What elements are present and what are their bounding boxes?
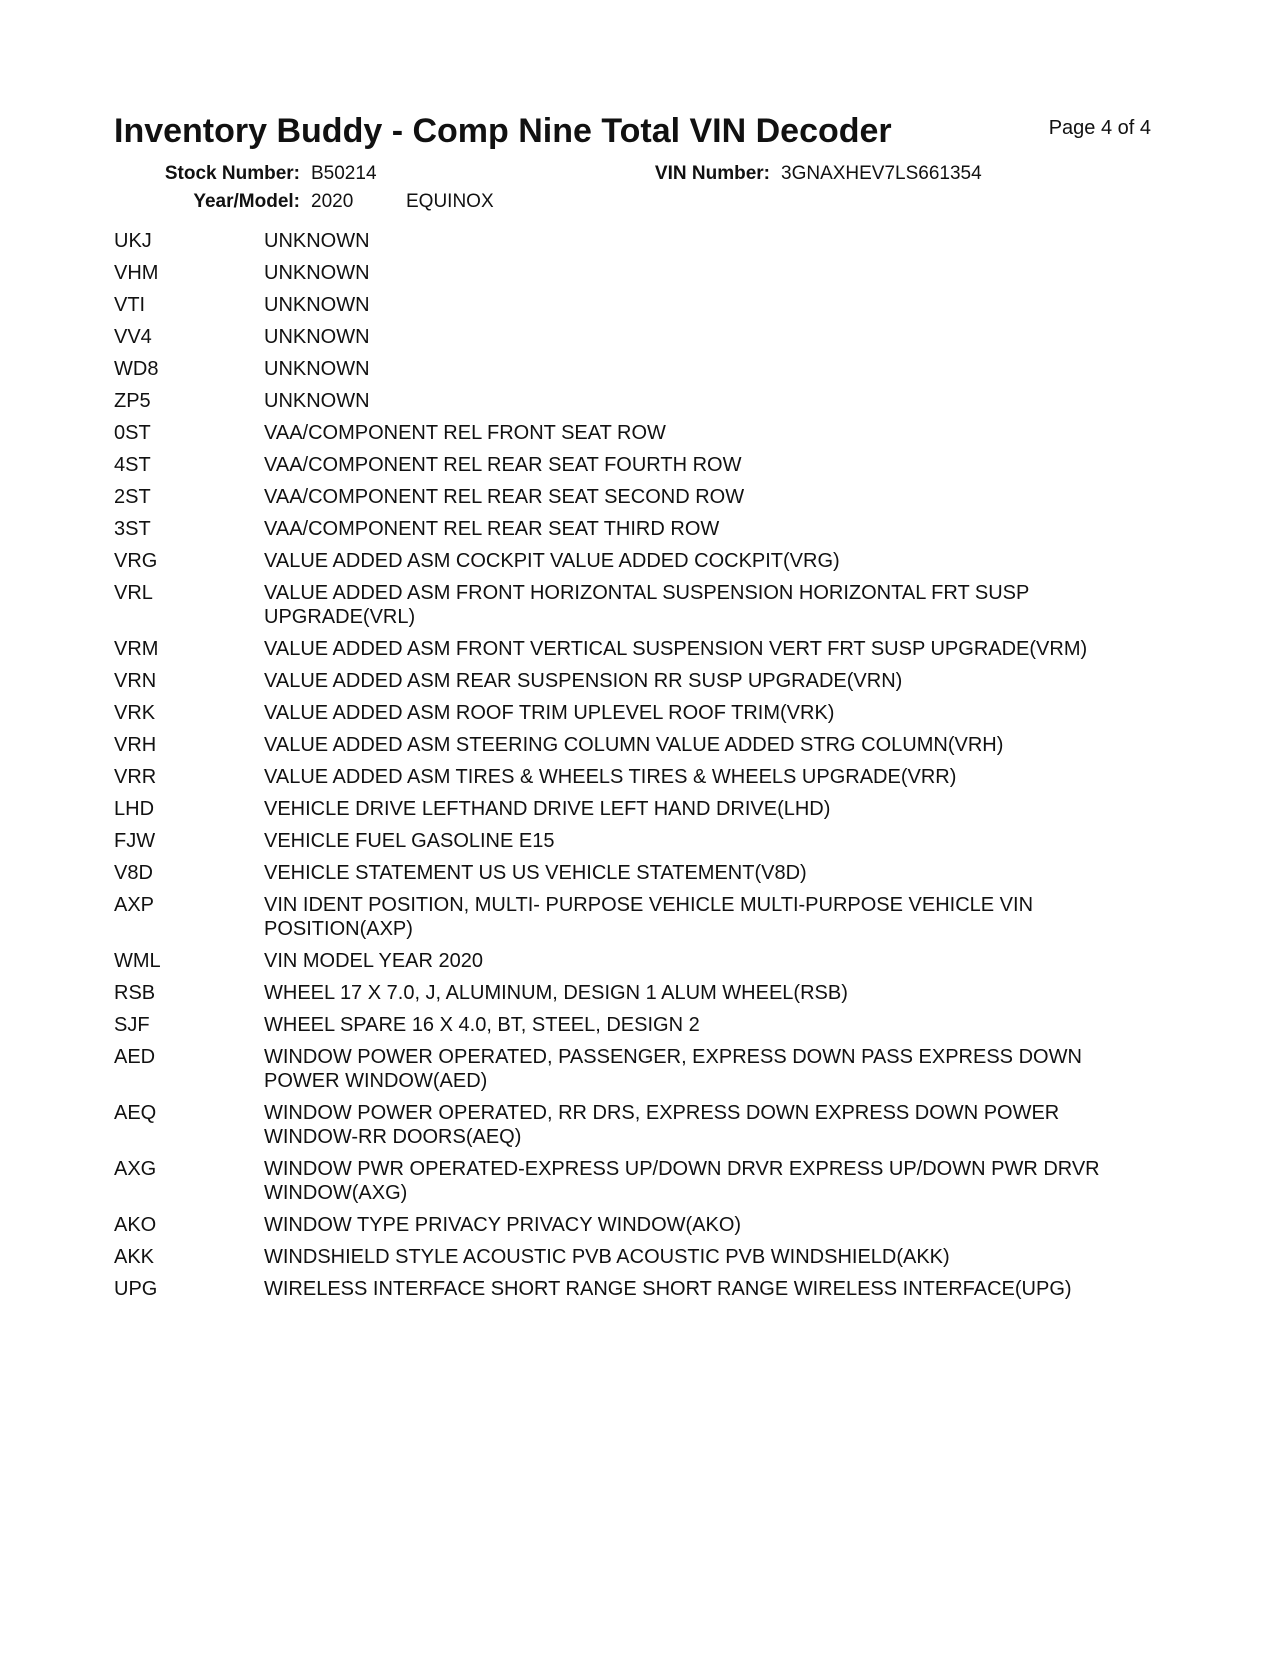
option-description: VAA/COMPONENT REL REAR SEAT THIRD ROW	[264, 518, 720, 540]
option-row	[114, 485, 1154, 509]
option-code: AKK	[114, 1246, 155, 1268]
option-description: VAA/COMPONENT REL REAR SEAT FOURTH ROW	[264, 454, 742, 476]
option-description: UNKNOWN	[264, 358, 370, 380]
option-code: VTI	[114, 294, 146, 316]
option-row	[114, 765, 1154, 789]
option-code: VRM	[114, 638, 159, 660]
option-row	[114, 549, 1154, 573]
option-row	[114, 1213, 1154, 1237]
option-code: VRK	[114, 702, 156, 724]
option-code: VRL	[114, 582, 153, 604]
option-row	[114, 389, 1154, 413]
option-row	[114, 637, 1154, 661]
option-code: VRH	[114, 734, 157, 756]
option-row	[114, 1245, 1154, 1269]
option-description: WHEEL 17 X 7.0, J, ALUMINUM, DESIGN 1 ALUM WHEEL(RSB)	[264, 982, 848, 1004]
stock-number-label: Stock Number:	[164, 163, 300, 184]
option-row	[114, 261, 1154, 285]
option-row	[114, 861, 1154, 885]
option-row	[114, 1277, 1154, 1301]
option-row	[114, 1101, 1154, 1149]
option-description: VEHICLE STATEMENT US US VEHICLE STATEMENT(V8D)	[264, 862, 807, 884]
option-row	[114, 357, 1154, 381]
option-code: SJF	[114, 1014, 150, 1036]
option-code: VHM	[114, 262, 159, 284]
option-row	[114, 325, 1154, 349]
option-code: ZP5	[114, 390, 151, 412]
option-row	[114, 453, 1154, 477]
option-row	[114, 1157, 1154, 1205]
option-code: 3ST	[114, 518, 151, 540]
option-code: UKJ	[114, 230, 152, 252]
option-row	[114, 829, 1154, 853]
option-code: V8D	[114, 862, 153, 884]
option-description: WINDOW POWER OPERATED, PASSENGER, EXPRESS DOWN PASS EXPRESS DOWN POWER WINDOW(AED)	[264, 1046, 1082, 1092]
option-code: LHD	[114, 798, 155, 820]
option-description: VIN MODEL YEAR 2020	[264, 950, 483, 972]
option-row	[114, 517, 1154, 541]
option-code: RSB	[114, 982, 156, 1004]
option-code-list	[114, 229, 1154, 1309]
model-value: EQUINOX	[406, 191, 494, 212]
option-row	[114, 581, 1154, 629]
option-row	[114, 893, 1154, 941]
option-code: AXG	[114, 1158, 157, 1180]
option-description: VALUE ADDED ASM FRONT VERTICAL SUSPENSION VERT FRT SUSP UPGRADE(VRM)	[264, 638, 1088, 660]
option-description: WINDOW POWER OPERATED, RR DRS, EXPRESS DOWN EXPRESS DOWN POWER WINDOW-RR DOORS(AEQ)	[264, 1102, 1060, 1148]
option-description: WHEEL SPARE 16 X 4.0, BT, STEEL, DESIGN 2	[264, 1014, 700, 1036]
option-description: VALUE ADDED ASM STEERING COLUMN VALUE ADDED STRG COLUMN(VRH)	[264, 734, 1004, 756]
option-description: VEHICLE FUEL GASOLINE E15	[264, 830, 555, 852]
option-code: WD8	[114, 358, 159, 380]
option-row	[114, 981, 1154, 1005]
option-row	[114, 293, 1154, 317]
option-description: UNKNOWN	[264, 294, 370, 316]
option-row	[114, 701, 1154, 725]
option-code: VRR	[114, 766, 157, 788]
year-value: 2020	[311, 191, 354, 212]
option-code: AED	[114, 1046, 156, 1068]
option-description: UNKNOWN	[264, 262, 370, 284]
option-row	[114, 733, 1154, 757]
option-row	[114, 229, 1154, 253]
option-code: VRN	[114, 670, 157, 692]
option-description: VAA/COMPONENT REL REAR SEAT SECOND ROW	[264, 486, 745, 508]
option-code: 0ST	[114, 422, 151, 444]
option-description: UNKNOWN	[264, 326, 370, 348]
stock-number-value: B50214	[311, 163, 377, 184]
option-description: VIN IDENT POSITION, MULTI- PURPOSE VEHICLE MULTI-PURPOSE VEHICLE VIN POSITION(AXP)	[264, 894, 1034, 940]
option-description: VEHICLE DRIVE LEFTHAND DRIVE LEFT HAND DRIVE(LHD)	[264, 798, 831, 820]
vin-number-value: 3GNAXHEV7LS661354	[781, 163, 982, 184]
option-description: VALUE ADDED ASM COCKPIT VALUE ADDED COCKPIT(VRG)	[264, 550, 840, 572]
page-number: Page 4 of 4	[1048, 117, 1151, 139]
year-model-label: Year/Model:	[193, 191, 300, 212]
option-description: VALUE ADDED ASM FRONT HORIZONTAL SUSPENSION HORIZONTAL FRT SUSP UPGRADE(VRL)	[264, 582, 1029, 628]
option-row	[114, 797, 1154, 821]
option-description: WINDOW TYPE PRIVACY PRIVACY WINDOW(AKO)	[264, 1214, 742, 1236]
option-row	[114, 421, 1154, 445]
option-description: VALUE ADDED ASM TIRES & WHEELS TIRES & WHEELS UPGRADE(VRR)	[264, 766, 957, 788]
option-code: FJW	[114, 830, 156, 852]
option-code: AKO	[114, 1214, 157, 1236]
option-description: UNKNOWN	[264, 230, 370, 252]
option-row	[114, 949, 1154, 973]
option-description: WIRELESS INTERFACE SHORT RANGE SHORT RANGE WIRELESS INTERFACE(UPG)	[264, 1278, 1072, 1300]
option-description: UNKNOWN	[264, 390, 370, 412]
option-description: VALUE ADDED ASM REAR SUSPENSION RR SUSP UPGRADE(VRN)	[264, 670, 903, 692]
option-code: UPG	[114, 1278, 158, 1300]
option-row	[114, 1013, 1154, 1037]
option-code: VV4	[114, 326, 152, 348]
option-code: 2ST	[114, 486, 151, 508]
vin-number-label: VIN Number:	[654, 163, 770, 184]
option-code: VRG	[114, 550, 158, 572]
option-code: 4ST	[114, 454, 151, 476]
option-code: AXP	[114, 894, 155, 916]
document-title: Inventory Buddy - Comp Nine Total VIN Decoder	[114, 112, 892, 150]
option-description: WINDSHIELD STYLE ACOUSTIC PVB ACOUSTIC PVB WINDSHIELD(AKK)	[264, 1246, 950, 1268]
option-code: WML	[114, 950, 161, 972]
option-row	[114, 1045, 1154, 1093]
option-description: VAA/COMPONENT REL FRONT SEAT ROW	[264, 422, 666, 444]
option-description: WINDOW PWR OPERATED-EXPRESS UP/DOWN DRVR EXPRESS UP/DOWN PWR DRVR WINDOW(AXG)	[264, 1158, 1100, 1204]
option-row	[114, 669, 1154, 693]
option-description: VALUE ADDED ASM ROOF TRIM UPLEVEL ROOF TRIM(VRK)	[264, 702, 835, 724]
option-code: AEQ	[114, 1102, 157, 1124]
